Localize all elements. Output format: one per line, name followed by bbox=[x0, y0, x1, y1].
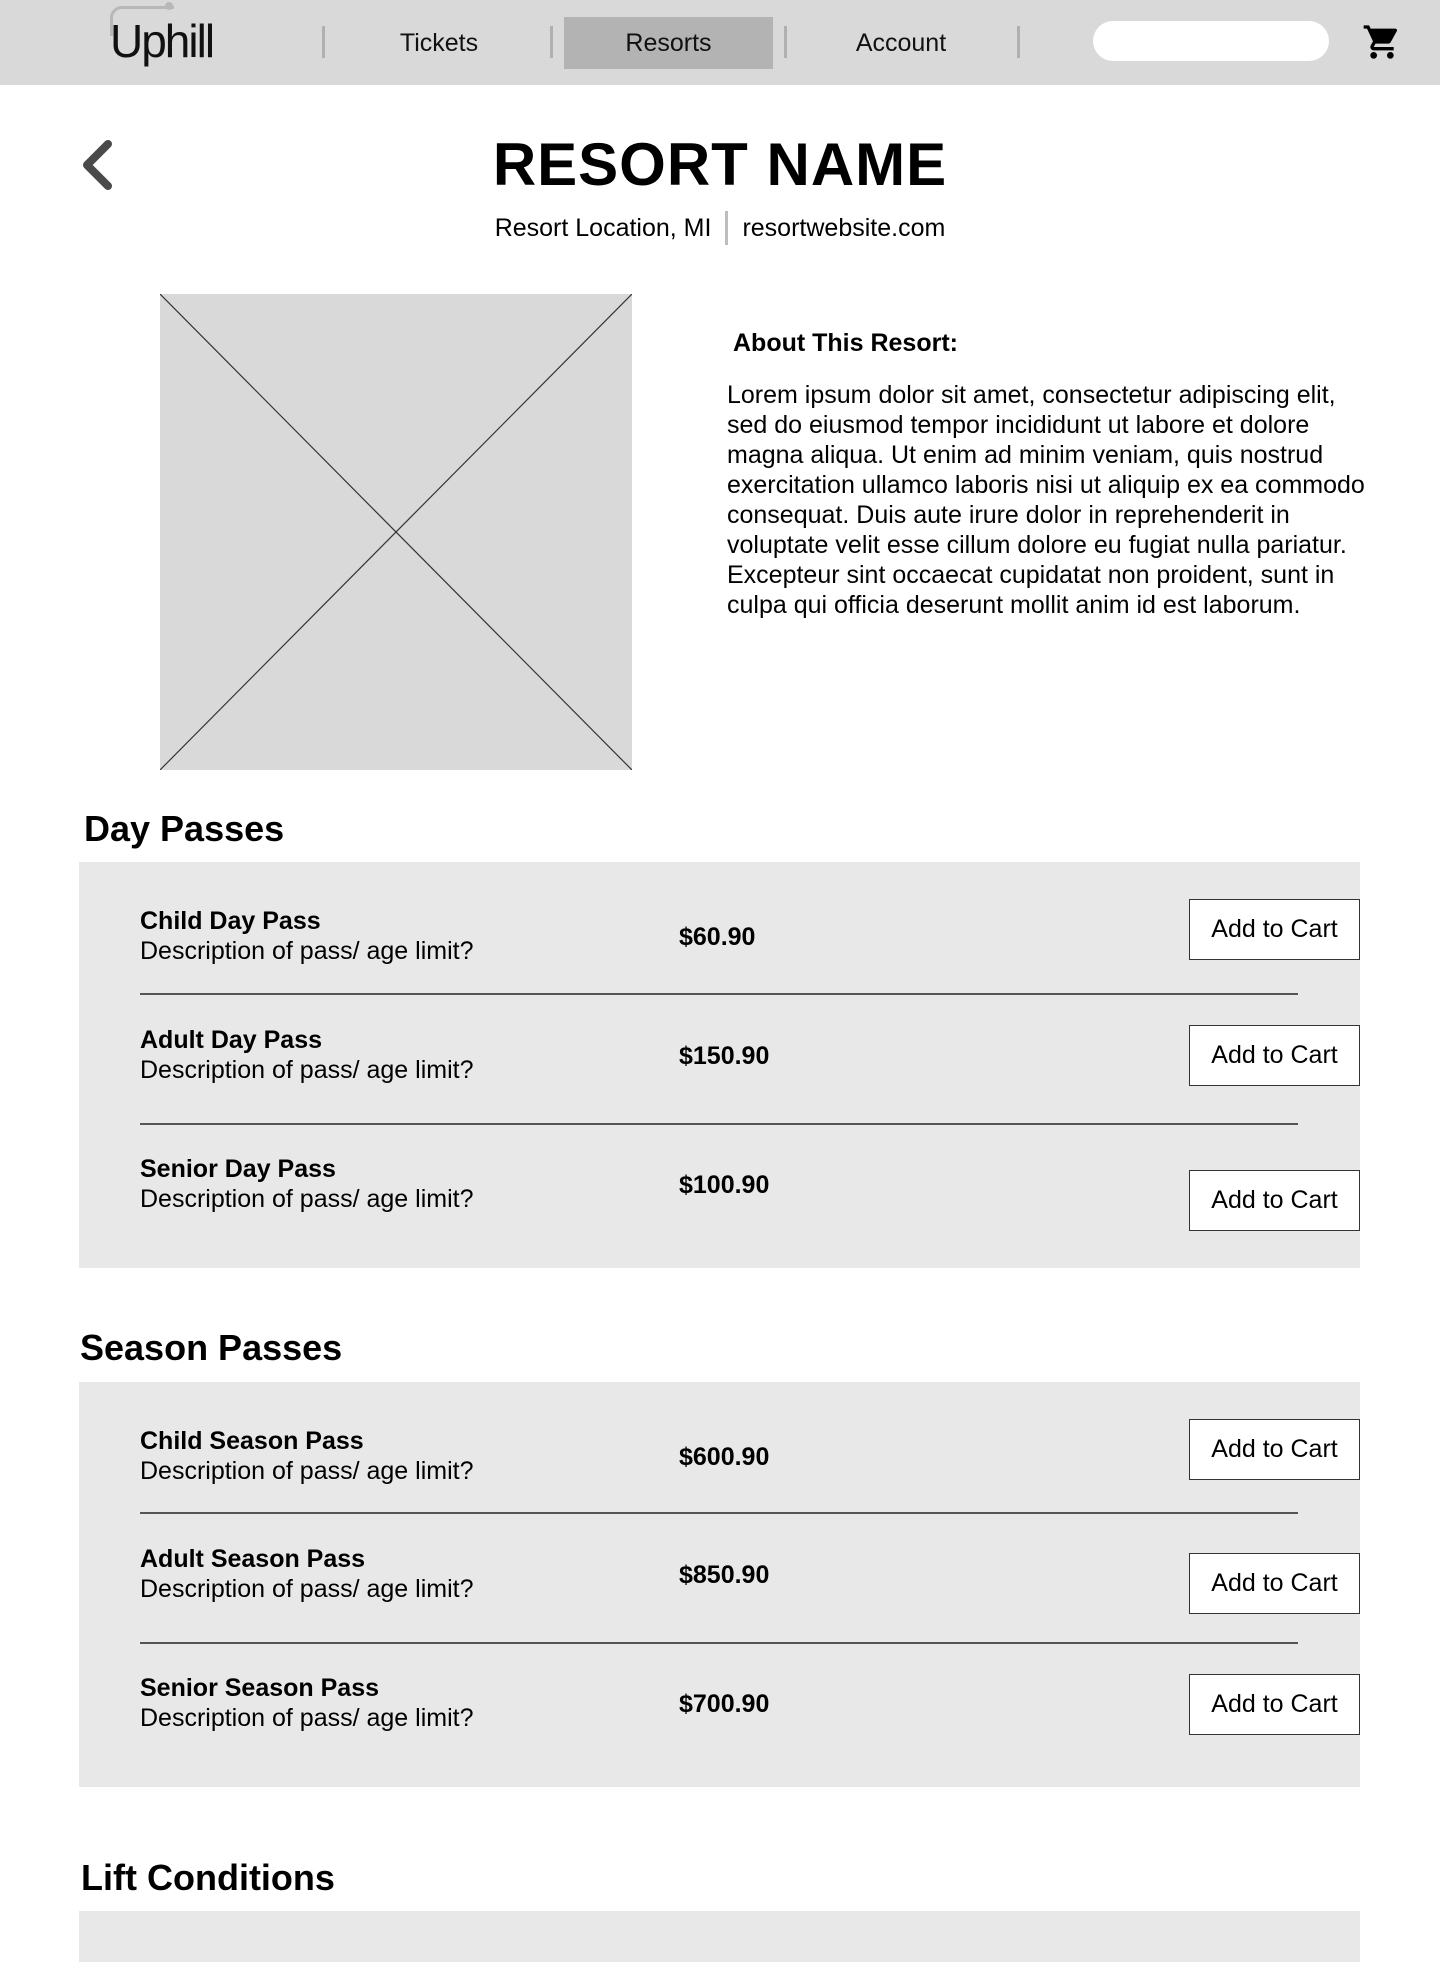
top-nav-bar bbox=[0, 0, 1440, 85]
season-passes-heading: Season Passes bbox=[80, 1327, 343, 1368]
pass-description: Description of pass/ age limit? bbox=[140, 1575, 474, 1603]
nav-divider bbox=[1017, 26, 1020, 58]
add-to-cart-button[interactable]: Add to Cart bbox=[1189, 899, 1360, 960]
image-placeholder-icon bbox=[160, 294, 632, 770]
season-passes-panel bbox=[79, 1382, 1360, 1787]
add-to-cart-button[interactable]: Add to Cart bbox=[1189, 1553, 1360, 1614]
pass-price: $700.90 bbox=[679, 1690, 770, 1718]
add-to-cart-button[interactable]: Add to Cart bbox=[1189, 1674, 1360, 1735]
add-to-cart-button[interactable]: Add to Cart bbox=[1189, 1170, 1360, 1231]
add-to-cart-button[interactable]: Add to Cart bbox=[1189, 1025, 1360, 1086]
pass-price: $850.90 bbox=[679, 1561, 770, 1589]
nav-tab-account[interactable]: Account bbox=[855, 28, 947, 57]
nav-divider bbox=[550, 26, 553, 58]
resort-image-placeholder bbox=[160, 294, 632, 770]
pass-row bbox=[140, 1644, 1338, 1787]
pass-row bbox=[140, 1514, 1338, 1644]
pass-name: Senior Season Pass bbox=[140, 1674, 380, 1702]
meta-divider bbox=[725, 211, 728, 245]
add-to-cart-button[interactable]: Add to Cart bbox=[1189, 1419, 1360, 1480]
pass-name: Senior Day Pass bbox=[140, 1155, 336, 1183]
pass-name: Child Day Pass bbox=[140, 907, 321, 935]
nav-tab-resorts[interactable]: Resorts bbox=[564, 17, 773, 69]
pass-price: $60.90 bbox=[679, 923, 756, 951]
pass-description: Description of pass/ age limit? bbox=[140, 1185, 474, 1213]
search-input[interactable] bbox=[1093, 21, 1329, 61]
resort-website-link[interactable]: resortwebsite.com bbox=[742, 213, 946, 242]
pass-description: Description of pass/ age limit? bbox=[140, 937, 474, 965]
pass-name: Child Season Pass bbox=[140, 1427, 364, 1455]
about-heading: About This Resort: bbox=[733, 329, 958, 357]
resort-location: Resort Location, MI bbox=[494, 213, 712, 242]
nav-tab-tickets[interactable]: Tickets bbox=[399, 28, 479, 57]
pass-row bbox=[140, 862, 1338, 995]
resort-meta bbox=[0, 211, 1440, 245]
pass-description: Description of pass/ age limit? bbox=[140, 1457, 474, 1485]
logo[interactable]: Uphill bbox=[110, 15, 214, 67]
pass-price: $100.90 bbox=[679, 1171, 770, 1199]
logo-dot bbox=[165, 2, 173, 10]
page-title: RESORT NAME bbox=[492, 131, 948, 198]
pass-price: $150.90 bbox=[679, 1042, 770, 1070]
pass-row bbox=[140, 1125, 1338, 1268]
pass-row bbox=[140, 1382, 1338, 1514]
lift-conditions-heading: Lift Conditions bbox=[81, 1857, 335, 1898]
about-description: Lorem ipsum dolor sit amet, consectetur adipiscing elit, sed do eiusmod tempor incididunt ut labore et dolore magna aliqua. Ut enim ad minim veniam, quis nostrud exercitation ullamco laboris nisi ut aliquip ex ea commodo consequat. Duis aute irure dolor in reprehenderit in voluptate velit esse cillum dolore eu fugiat nulla pariatur. Excepteur sint occaecat cupidatat non proident, sunt in culpa qui officia deserunt mollit anim id est laborum. bbox=[727, 381, 1365, 619]
day-passes-heading: Day Passes bbox=[84, 808, 285, 849]
pass-description: Description of pass/ age limit? bbox=[140, 1704, 474, 1732]
shopping-cart-icon[interactable] bbox=[1362, 22, 1402, 62]
nav-divider bbox=[784, 26, 787, 58]
pass-description: Description of pass/ age limit? bbox=[140, 1056, 474, 1084]
nav-divider bbox=[322, 26, 325, 58]
pass-name: Adult Day Pass bbox=[140, 1026, 323, 1054]
day-passes-panel bbox=[79, 862, 1360, 1268]
pass-price: $600.90 bbox=[679, 1443, 770, 1471]
pass-name: Adult Season Pass bbox=[140, 1545, 366, 1573]
pass-row bbox=[140, 995, 1338, 1125]
lift-conditions-panel bbox=[79, 1911, 1360, 1962]
